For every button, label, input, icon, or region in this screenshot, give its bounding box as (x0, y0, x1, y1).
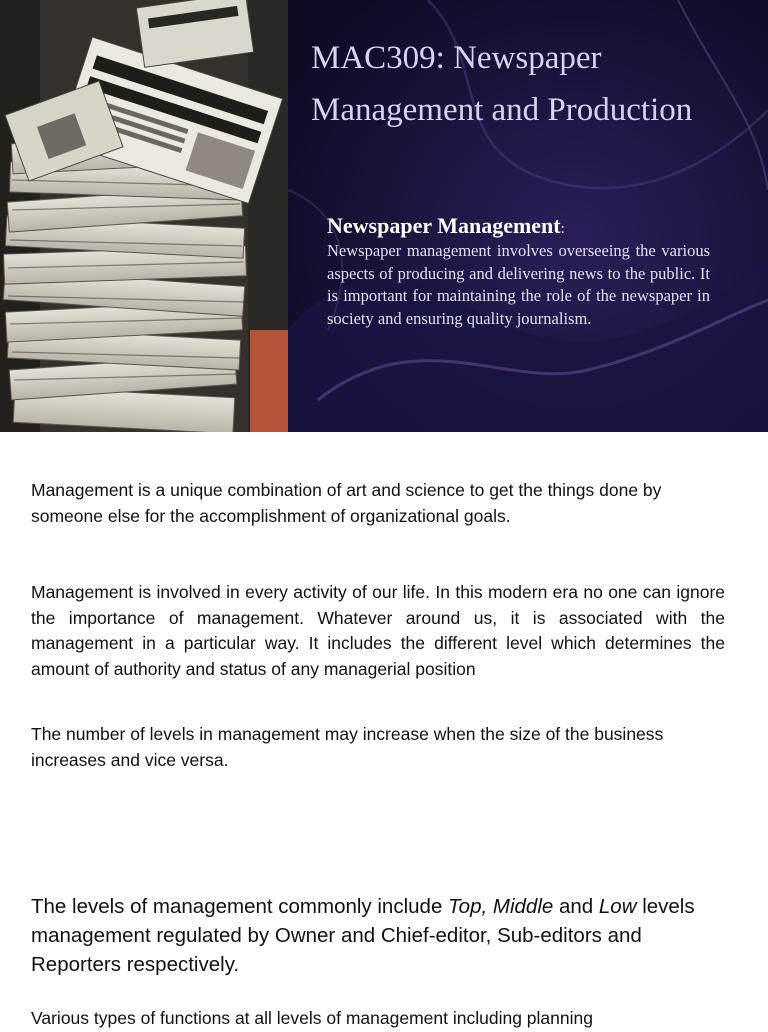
newspaper-stack-illustration (0, 0, 288, 432)
levels-text-1: The levels of management commonly include (31, 895, 449, 918)
level-low: Low (598, 895, 637, 918)
paragraph-management-definition: Management is a unique combination of art and science to get the things done by someone else for the accomplishment of organizational goals. (31, 480, 662, 526)
section-heading-colon: : (560, 221, 565, 237)
level-middle: Middle (492, 895, 554, 918)
header-banner (0, 0, 768, 432)
section-heading-text: Newspaper Management (327, 213, 561, 238)
newspaper-stack-photo-icon (0, 0, 288, 432)
paragraph-levels-size: The number of levels in management may increase when the size of the business increases and vice versa. (31, 724, 664, 770)
section-heading (327, 212, 710, 243)
paragraph-levels-of-management (31, 892, 725, 979)
levels-text-2: and (553, 895, 599, 918)
paragraph-functions: Various types of functions at all levels of management including planning (31, 1008, 593, 1028)
section-description: Newspaper management involves overseeing the various aspects of producing and delivering news to the public. It is important for maintaining the role of the newspaper in society and ensuring quality journalism. (327, 241, 710, 328)
level-top: Top, (448, 895, 493, 918)
paragraph-management-importance: Management is involved in every activity of our life. In this modern era no one can ignore the importance of management. Whatever around us, it is associated with the management in a particular way. It includes the different level which determines the amount of authority and status of any managerial position (31, 582, 725, 679)
levels-text-3: levels management regulated by Owner and Chief-editor, Sub-editors and Reporters respectively. (31, 895, 695, 976)
page-title: MAC309: Newspaper Management and Production (311, 40, 693, 128)
